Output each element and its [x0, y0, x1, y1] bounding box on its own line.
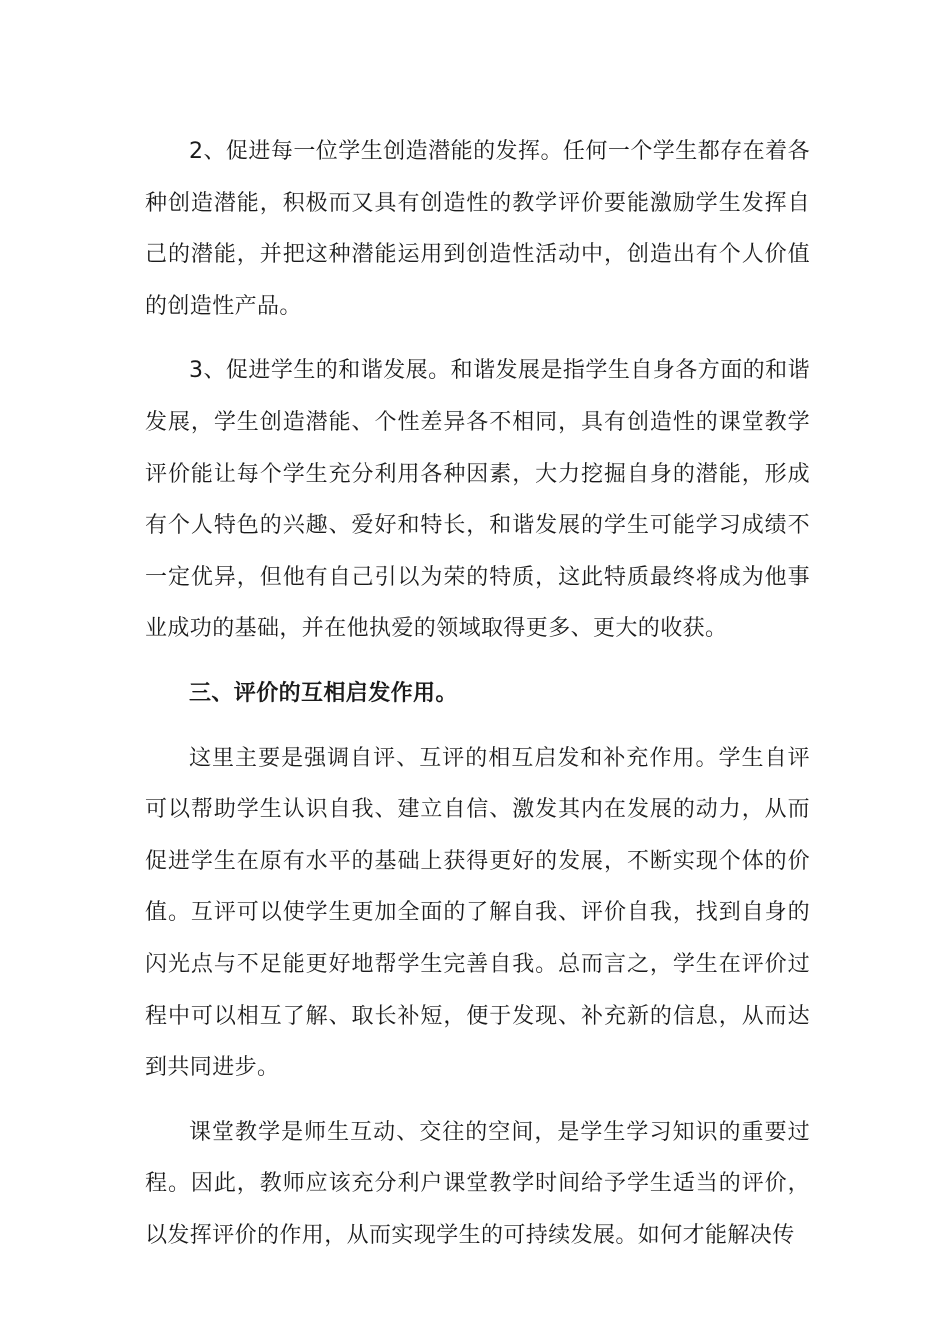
document-body — [145, 126, 810, 1274]
paragraph-classroom-teaching: 课堂教学是师生互动、交往的空间，是学生学习知识的重要过程。因此，教师应该充分利户课堂教学时间给予学生适当的评价，以发挥评价的作用，从而实现学生的可持续发展。如何才能解决传 — [145, 1119, 810, 1248]
paragraph-self-peer-evaluation: 这里主要是强调自评、互评的相互启发和补充作用。学生自评可以帮助学生认识自我、建立自信、激发其内在发展的动力，从而促进学生在原有水平的基础上获得更好的发展，不断实现个体的价值。互评可以使学生更加全面的了解自我、评价自我，找到自身的闪光点与不足能更好地帮学生完善自我。总而言之，学生在评价过程中可以相互了解、取长补短，便于发现、补充新的信息，从而达到共同进步。 — [145, 745, 810, 1081]
paragraph-harmonious-development: 3、促进学生的和谐发展。和谐发展是指学生自身各方面的和谐发展，学生创造潜能、个性差异各不相同，具有创造性的课堂教学评价能让每个学生充分利用各种因素，大力挖掘自身的潜能，形成有个人特色的兴趣、爱好和特长，和谐发展的学生可能学习成绩不一定优异，但他有自己引以为荣的特质，这此特质最终将成为他事业成功的基础，并在他执爱的领域取得更多、更大的收获。 — [145, 358, 810, 642]
section-heading-mutual-inspiration: 三、评价的互相启发作用。 — [189, 680, 458, 706]
paragraph-creative-potential: 2、促进每一位学生创造潜能的发挥。任何一个学生都存在着各种创造潜能，积极而又具有创造性的教学评价要能激励学生发挥自己的潜能，并把这种潜能运用到创造性活动中，创造出有个人价值的创造性产品。 — [145, 139, 810, 319]
